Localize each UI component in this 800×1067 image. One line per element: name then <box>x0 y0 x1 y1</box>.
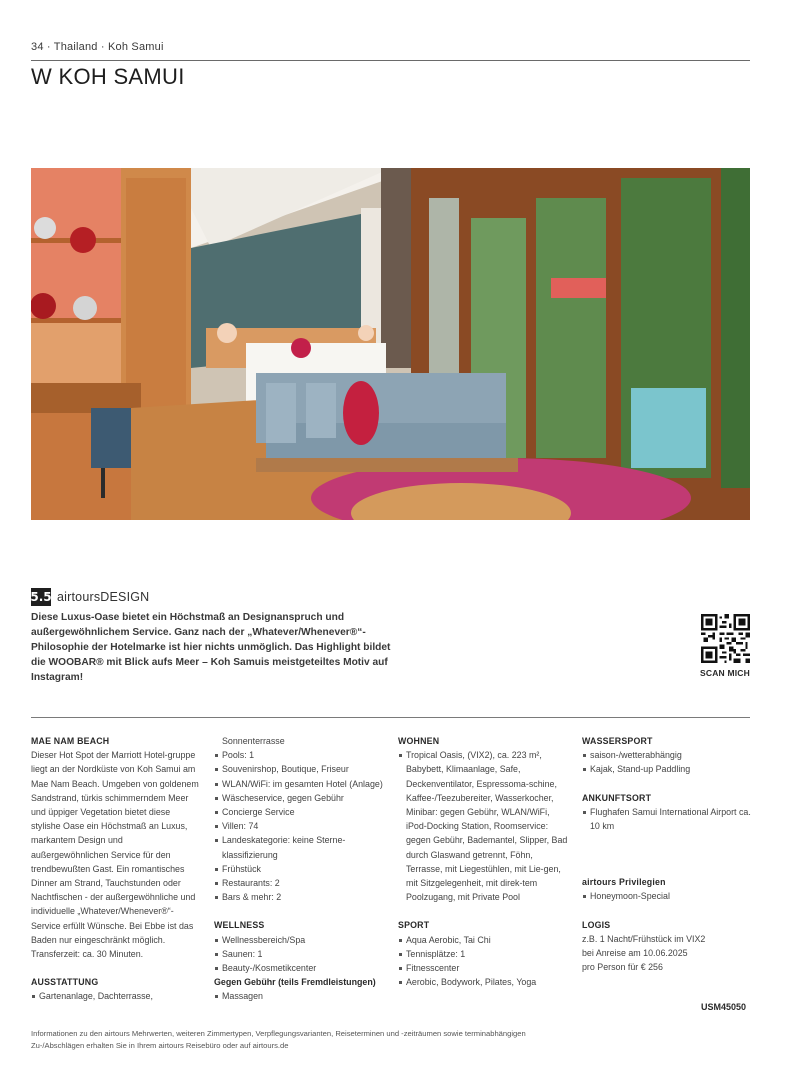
column-rooms <box>398 734 568 989</box>
wassersport-heading: WASSERSPORT <box>582 736 653 746</box>
list-item: Kajak, Stand-up Paddling <box>582 762 752 776</box>
list-item: Honeymoon-Special <box>582 889 752 903</box>
logis-line: z.B. 1 Nacht/Frühstück im VIX2 <box>582 933 706 944</box>
column-amenities <box>214 734 384 1004</box>
list-item: WLAN/WiFi: im gesamten Hotel (Anlage) <box>214 777 384 791</box>
location-text: Dieser Hot Spot der Marriott Hotel-gruppe liegt an der Nordküste von Koh Samui am Mae Nam Beach. Umgeben von goldenem Sandstrand, türkis schimmerndem Meer und üppiger Vegetation bietet diese stylishe Oase ein Höchstmaß an Luxus, markantem Design und außergewöhnlichen Service für den trendbewußten Gast. Ein romantisches Dinner am Strand, Tauchstunden oder Nachtfischen - der außergewöhnliche und individuelle „Whatever/Whenever®“- Service erfüllt Wünsche. Bei Ebbe ist das Baden nur eingeschränkt möglich. Transferzeit: ca. 30 Minuten. <box>31 750 199 960</box>
page-title: W KOH SAMUI <box>31 64 185 89</box>
scan-label: SCAN MICH <box>700 668 750 678</box>
logis-line: bei Anreise am 10.06.2025 <box>582 948 688 959</box>
wassersport-list <box>582 748 752 776</box>
logis-heading: LOGIS <box>582 919 611 930</box>
list-item: Tropical Oasis, (VIX2), ca. 223 m², Babybett, Klimaanlage, Safe, Deckenventilator, Espressoma-schine, Kaffee-/Teezubereiter, Wasserkocher, Minibar: gegen Gebühr, WLAN/WiFi, iPod-Docking Station, Roomservice: gegen Gebühr, Bademantel, Slipper, Bad durch Glaswand getrennt, Föhn, Terrasse, mit Liegestühlen, mit Lie-gen, mit Sitzgelegenheit, mit direk-tem Poolzugang, mit Private Pool <box>398 748 568 904</box>
list-item: Restaurants: 2 <box>214 876 384 890</box>
list-item: Pools: 1 <box>214 748 384 762</box>
list-item: Saunen: 1 <box>214 947 384 961</box>
list-item: Wellnessbereich/Spa <box>214 933 384 947</box>
list-item: Gartenanlage, Dachterrasse, <box>31 989 201 1003</box>
ankunft-heading: ANKUNFTSORT <box>582 792 652 803</box>
list-item: saison-/wetterabhängig <box>582 748 752 762</box>
ausstattung-heading: AUSSTATTUNG <box>31 977 99 988</box>
privilegien-list <box>582 889 752 903</box>
list-item: Fitnesscenter <box>398 961 568 975</box>
list-item: Massagen <box>214 989 384 1003</box>
qr-code[interactable] <box>701 614 750 663</box>
hotel-room-photo <box>31 168 750 520</box>
privilegien-heading: airtours Privilegien <box>582 877 666 888</box>
ausstattung-list <box>31 989 201 1003</box>
list-item: Aerobic, Bodywork, Pilates, Yoga <box>398 975 568 989</box>
list-item: Frühstück <box>214 862 384 876</box>
wohnen-list <box>398 748 568 904</box>
booking-code: USM45050 <box>701 1002 747 1012</box>
sport-list <box>398 933 568 990</box>
ausstattung-list-cont <box>214 734 384 904</box>
wohnen-heading: WOHNEN <box>398 736 440 746</box>
column-location <box>31 734 201 1004</box>
wellness-fee-list <box>214 989 384 1003</box>
list-item: Aqua Aerobic, Tai Chi <box>398 933 568 947</box>
breadcrumb: 34 · Thailand · Koh Samui <box>31 41 164 53</box>
footnote: Informationen zu den airtours Mehrwerten, weiteren Zimmertypen, Verpflegungsvarianten, Reiseterminen und -zeiträumen sowie terminabhängigen Zu-/Abschlägen erhalten Sie in Ihrem airtours Reisebüro oder auf airtours.de <box>31 1029 526 1050</box>
location-heading: MAE NAM BEACH <box>31 736 110 746</box>
wellness-heading: WELLNESS <box>214 920 265 931</box>
design-rating <box>31 588 149 606</box>
wellness-fee-heading: Gegen Gebühr (teils Fremdleistungen) <box>214 977 376 988</box>
section-rule <box>31 717 750 718</box>
list-item: Landeskategorie: keine Sterne-klassifizierung <box>214 833 384 861</box>
design-rating-number: 5.5 <box>30 590 52 604</box>
wellness-list <box>214 933 384 976</box>
list-item: Souvenirshop, Boutique, Friseur <box>214 762 384 776</box>
design-rating-label: airtoursDESIGN <box>57 590 150 604</box>
list-item: Villen: 74 <box>214 819 384 833</box>
list-item: Bars & mehr: 2 <box>214 890 384 904</box>
sport-heading: SPORT <box>398 920 430 931</box>
list-item: Beauty-/Kosmetikcenter <box>214 961 384 975</box>
list-item: Flughafen Samui International Airport ca. 10 km <box>582 805 752 833</box>
list-item: Sonnenterrasse <box>222 736 285 746</box>
ankunft-list <box>582 805 752 833</box>
logis-price: pro Person für € 256 <box>582 962 663 973</box>
intro-text: Diese Luxus-Oase bietet ein Höchstmaß an Designanspruch und außergewöhnlichem Service. Ganz nach der „Whatever/Whenever®“-Philosophie der Hotelmarke ist hier nichts unmöglich. Das Highlight bildet die WOOBAR® mit Blick aufs Meer – Koh Samuis meistgeteiltes Motiv auf Instagram! <box>31 612 391 683</box>
list-item: Tennisplätze: 1 <box>398 947 568 961</box>
column-info <box>582 734 752 974</box>
list-item: Wäscheservice, gegen Gebühr <box>214 791 384 805</box>
header-rule <box>31 60 750 61</box>
list-item: Concierge Service <box>214 805 384 819</box>
